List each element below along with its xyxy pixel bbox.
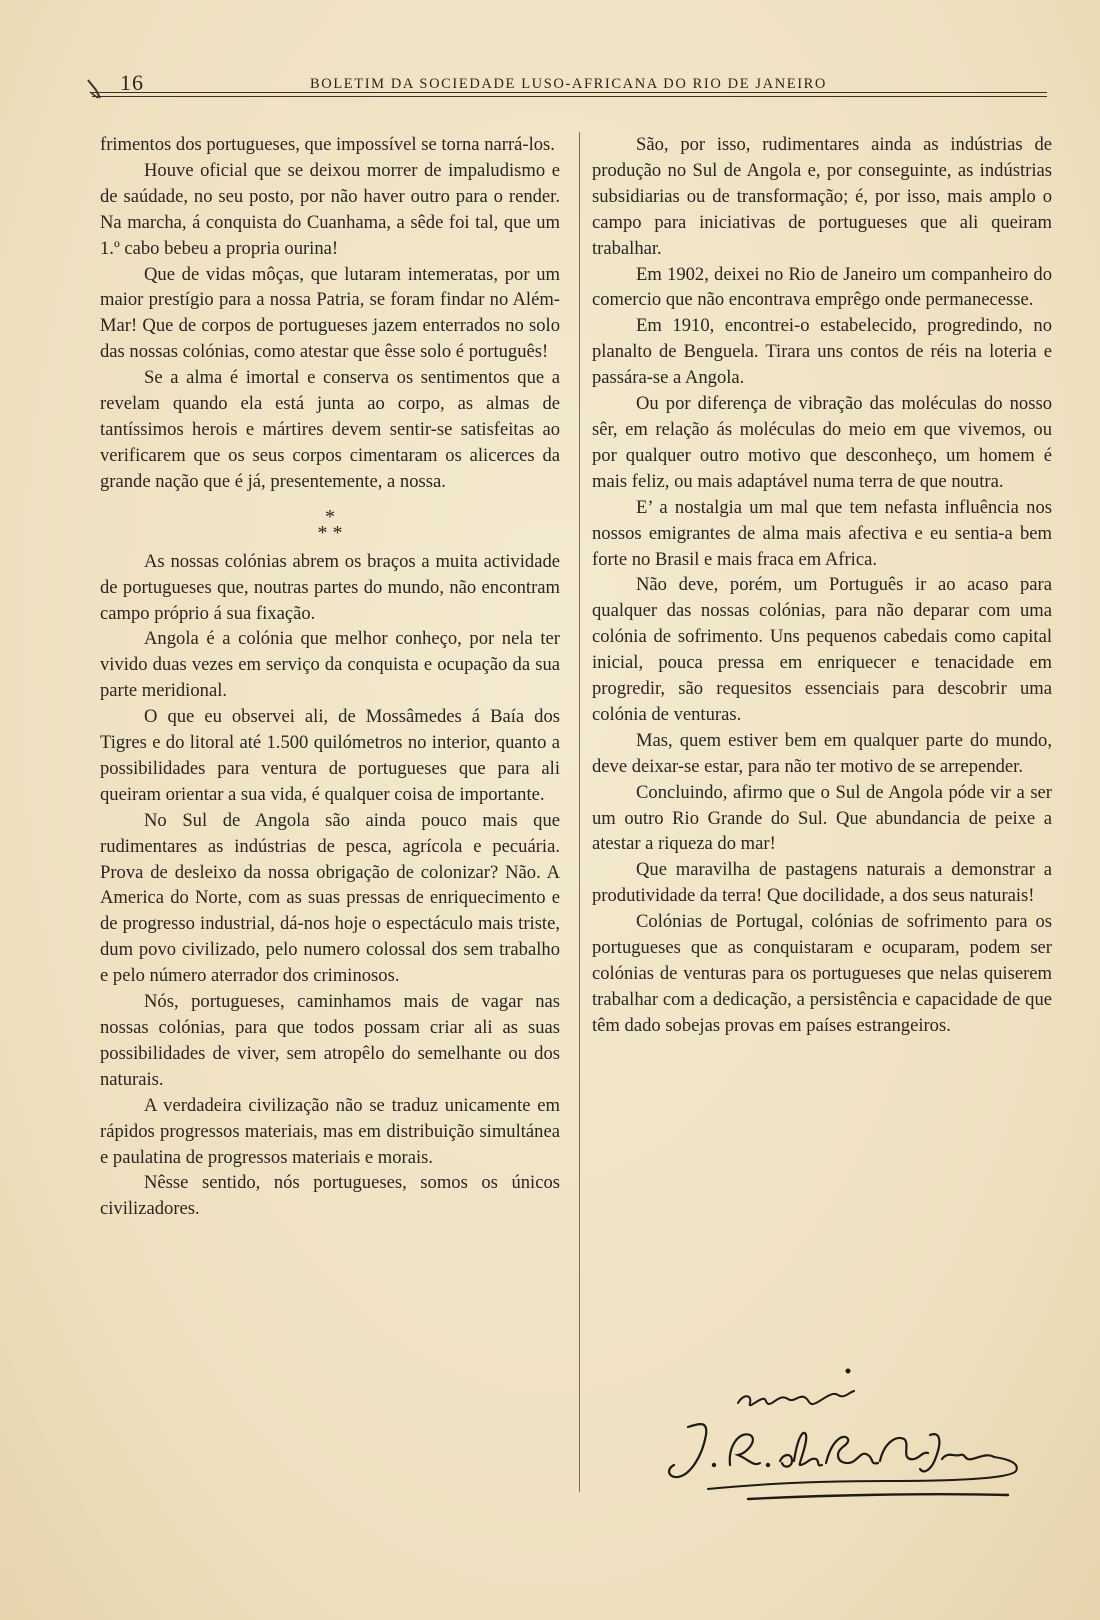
paragraph: frimentos dos portugueses, que impossível se torna narrá-los. — [100, 134, 555, 155]
paragraph: Em 1910, encontrei-o estabelecido, progredindo, no planalto de Benguela. Tirara uns contos de réis na loteria e passára-se a Angola. — [592, 315, 1052, 389]
running-title: BOLETIM DA SOCIEDADE LUSO-AFRICANA DO RIO DE JANEIRO — [310, 76, 827, 92]
paragraph: E’ a nostalgia um mal que tem nefasta influência nos nossos emigrantes de alma mais afectiva e eu sentia-a bem forte no Brasil e mais fraca em Africa. — [592, 496, 1052, 570]
paragraph: Que maravilha de pastagens naturais a demonstrar a produtividade da terra! Que docilidade, a dos seus naturais! — [592, 859, 1052, 907]
paragraph: Concluindo, afirmo que o Sul de Angola póde vir a ser um outro Rio Grande do Sul. Que abundancia de peixe a atestar a riqueza do mar! — [592, 781, 1052, 855]
header-rule-thin — [92, 96, 1047, 97]
paragraph: Mas, quem estiver bem em qualquer parte do mundo, deve deixar-se estar, para não ter motivo de se arrepender. — [592, 729, 1052, 777]
header-rule — [92, 92, 1047, 93]
paragraph: No Sul de Angola são ainda pouco mais que rudimentares as indústrias de pesca, agrícola e pecuária. Prova de desleixo da nossa obrigação de colonizar? Não. A America do Norte, com as suas pressas de enriquecimento e de progresso industrial, dá-nos hoje o espectáculo mais triste, dum povo civilizado, pelo numero colossal dos sem trabalho e pelo número aterrador dos criminosos. — [100, 809, 560, 987]
right-column — [592, 132, 1052, 1039]
section-separator — [100, 505, 560, 544]
paragraph: Em 1902, deixei no Rio de Janeiro um companheiro do comercio que não encontrava emprêgo onde permanecesse. — [592, 263, 1052, 311]
paragraph: Se a alma é imortal e conserva os sentimentos que a revelam quando ela está junta ao corpo, as almas de tantíssimos herois e mártires devem sentir-se satisfeitas ao verificarem que os seus corpos cimentaram os alicerces da grande nação que é já, presentemente, a nossa. — [100, 367, 560, 492]
asterism-bottom: * * — [317, 521, 343, 544]
paragraph: Que de vidas môças, que lutaram intemeratas, por um maior prestígio para a nossa Patria, se foram findar no Além-Mar! Que de corpos de portugueses jazem enterrados no solo das nossas colónias, como atestar que êsse solo é português! — [100, 263, 560, 363]
paragraph: Não deve, porém, um Português ir ao acaso para qualquer das nossas colónias, para não deparar com uma colónia de sofrimento. Uns pequenos cabedais como capital inicial, pouca pressa em enriquecer e tenacidade em progredir, são requesitos essenciais para descobrir uma colónia de venturas. — [592, 574, 1052, 725]
handwritten-signature — [648, 1365, 1048, 1510]
paragraph: São, por isso, rudimentares ainda as indústrias de produção no Sul de Angola e, por conseguinte, as indústrias subsidiarias ou de transformação; é, por isso, mais amplo o campo para iniciativas de portugueses que ali queiram trabalhar. — [592, 134, 1052, 259]
page-header — [92, 66, 1047, 106]
paragraph: Ou por diferença de vibração das moléculas do nosso sêr, em relação ás moléculas do meio em que vivemos, ou por qualquer outro motivo que desconheço, um homem é mais feliz, ou mais adaptável numa terra de que noutra. — [592, 393, 1052, 492]
paragraph: Houve oficial que se deixou morrer de impaludismo e de saúdade, no seu posto, por não haver outro para o render. Na marcha, á conquista do Cuanhama, a sêde foi tal, que um 1.º cabo bebeu a propria ourina! — [100, 159, 560, 259]
paragraph: Angola é a colónia que melhor conheço, por nela ter vivido duas vezes em serviço da conquista e ocupação da sua parte meridional. — [100, 628, 560, 702]
paragraph: Nêsse sentido, nós portugueses, somos os únicos civilizadores. — [100, 1172, 560, 1220]
paragraph: As nossas colónias abrem os braços a muita actividade de portugueses que, noutras partes do mundo, não encontram campo próprio á sua fixação. — [100, 550, 560, 624]
paragraph: A verdadeira civilização não se traduz unicamente em rápidos progressos materiais, mas em distribuição simultánea e paulatina de progressos materiais e morais. — [100, 1094, 560, 1168]
paragraph: O que eu observei ali, de Mossâmedes á Baía dos Tigres e do litoral até 1.500 quilómetros no interior, quanto a possibilidades para ventura de portugueses que para ali queiram orientar a sua vida, é qualquer coisa de importante. — [100, 706, 560, 805]
left-column — [100, 132, 560, 1222]
asterism-top: * — [325, 505, 335, 528]
column-divider — [579, 132, 580, 1492]
page-number: 16 — [120, 70, 144, 95]
paragraph: Nós, portugueses, caminhamos mais de vagar nas nossas colónias, para que todos possam criar ali as suas possibilidades de viver, sem atropêlo do semelhante ou dos naturais. — [100, 991, 560, 1090]
paragraph: Colónias de Portugal, colónias de sofrimento para os portugueses que as conquistaram e ocuparam, podem ser colónias de venturas para os portugueses que nelas quiserem trabalhar com a dedicação, a persistência e capacidade de que têm dado sobejas provas em países estrangeiros. — [592, 911, 1052, 1036]
